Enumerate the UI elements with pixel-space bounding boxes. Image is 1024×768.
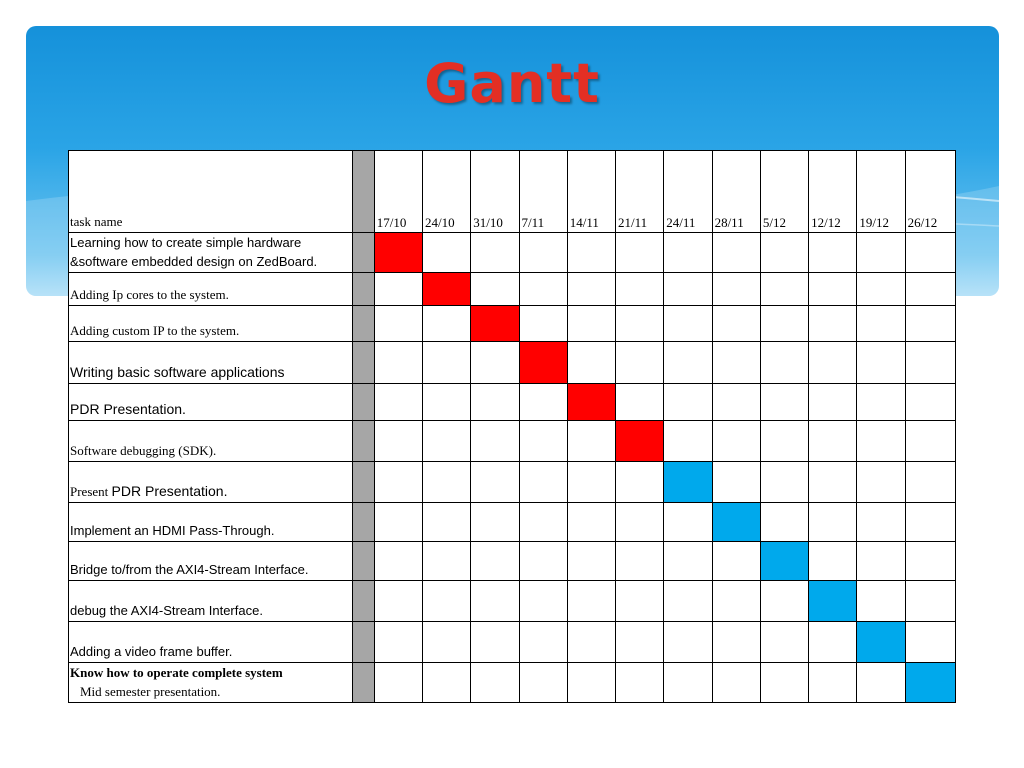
- gantt-cell: [519, 663, 567, 703]
- gantt-cell: [664, 622, 712, 663]
- gantt-bar-blue: [905, 663, 955, 703]
- gantt-cell: [519, 421, 567, 462]
- gantt-cell: [422, 342, 470, 384]
- gantt-cell: [760, 462, 808, 503]
- gantt-cell: [519, 542, 567, 581]
- gantt-cell: [809, 342, 857, 384]
- task-name-header: task name: [69, 151, 353, 233]
- gantt-cell: [905, 384, 955, 421]
- gantt-cell: [809, 462, 857, 503]
- gantt-cell: [567, 503, 615, 542]
- gantt-cell: [905, 462, 955, 503]
- gantt-cell: [905, 542, 955, 581]
- gantt-cell: [760, 622, 808, 663]
- task-name-line: &software embedded design on ZedBoard.: [70, 254, 318, 269]
- task-row: [69, 542, 956, 581]
- gantt-bar-red: [567, 384, 615, 421]
- separator-column: [352, 306, 374, 342]
- gantt-cell: [567, 273, 615, 306]
- gantt-cell: [809, 503, 857, 542]
- separator-column: [352, 622, 374, 663]
- gantt-cell: [905, 622, 955, 663]
- task-name: [69, 622, 353, 663]
- gantt-cell: [809, 663, 857, 703]
- gantt-cell: [374, 503, 422, 542]
- gantt-cell: [712, 421, 760, 462]
- gantt-cell: [664, 542, 712, 581]
- task-name: [69, 462, 353, 503]
- gantt-cell: [374, 542, 422, 581]
- gantt-cell: [809, 384, 857, 421]
- gantt-cell: [857, 462, 905, 503]
- gantt-cell: [422, 233, 470, 273]
- gantt-bar-red: [422, 273, 470, 306]
- gantt-cell: [712, 384, 760, 421]
- gantt-bar-red: [374, 233, 422, 273]
- gantt-cell: [567, 421, 615, 462]
- gantt-cell: [567, 622, 615, 663]
- gantt-cell: [760, 273, 808, 306]
- gantt-cell: [857, 342, 905, 384]
- gantt-bar-blue: [857, 622, 905, 663]
- gantt-cell: [471, 462, 519, 503]
- week-header: [422, 151, 470, 233]
- gantt-cell: [857, 273, 905, 306]
- gantt-cell: [857, 384, 905, 421]
- gantt-cell: [760, 233, 808, 273]
- task-name-prefix: Present: [70, 484, 112, 499]
- task-name: [69, 233, 353, 273]
- separator-column: [352, 342, 374, 384]
- gantt-table: [68, 150, 956, 703]
- gantt-cell: [857, 581, 905, 622]
- separator-column: [352, 273, 374, 306]
- week-label: 21/11: [618, 215, 648, 230]
- task-row: [69, 421, 956, 462]
- task-name: [69, 581, 353, 622]
- gantt-cell: [857, 306, 905, 342]
- task-row: [69, 622, 956, 663]
- gantt-cell: [664, 503, 712, 542]
- week-header: [809, 151, 857, 233]
- gantt-cell: [567, 542, 615, 581]
- week-header: [760, 151, 808, 233]
- gantt-bar-red: [471, 306, 519, 342]
- gantt-cell: [422, 462, 470, 503]
- gantt-cell: [567, 663, 615, 703]
- task-name: [69, 306, 353, 342]
- header-row: [69, 151, 956, 233]
- separator-column: [352, 421, 374, 462]
- week-header: [567, 151, 615, 233]
- week-header: [519, 151, 567, 233]
- task-name-line: debug the AXI4-Stream Interface.: [70, 603, 263, 618]
- gantt-cell: [616, 622, 664, 663]
- gantt-cell: [760, 503, 808, 542]
- gantt-cell: [664, 581, 712, 622]
- gantt-cell: [616, 384, 664, 421]
- week-label: 17/10: [376, 215, 407, 230]
- gantt-cell: [760, 342, 808, 384]
- separator-column: [352, 233, 374, 273]
- week-header: [471, 151, 519, 233]
- separator-column: [352, 581, 374, 622]
- gantt-cell: [471, 663, 519, 703]
- gantt-cell: [616, 503, 664, 542]
- gantt-cell: [905, 342, 955, 384]
- gantt-cell: [857, 421, 905, 462]
- gantt-cell: [857, 503, 905, 542]
- gantt-cell: [374, 622, 422, 663]
- week-label: 26/12: [907, 215, 938, 230]
- task-name-line: Adding a video frame buffer.: [70, 644, 233, 659]
- gantt-cell: [374, 273, 422, 306]
- task-name-line: PDR Presentation.: [111, 483, 228, 499]
- gantt-cell: [616, 273, 664, 306]
- task-name: [69, 503, 353, 542]
- gantt-cell: [664, 233, 712, 273]
- gantt-cell: [857, 233, 905, 273]
- gantt-cell: [471, 421, 519, 462]
- gantt-cell: [374, 581, 422, 622]
- gantt-cell: [519, 306, 567, 342]
- gantt-cell: [664, 306, 712, 342]
- task-name: [69, 542, 353, 581]
- task-name-line: Software debugging (SDK).: [70, 443, 217, 458]
- gantt-cell: [616, 581, 664, 622]
- gantt-cell: [664, 273, 712, 306]
- week-label: 24/10: [424, 215, 455, 230]
- week-header: [712, 151, 760, 233]
- gantt-cell: [905, 273, 955, 306]
- gantt-cell: [616, 542, 664, 581]
- gantt-cell: [374, 663, 422, 703]
- gantt-cell: [712, 342, 760, 384]
- gantt-cell: [422, 503, 470, 542]
- gantt-bar-blue: [664, 462, 712, 503]
- gantt-cell: [519, 384, 567, 421]
- task-row: [69, 273, 956, 306]
- task-name-line: Adding Ip cores to the system.: [70, 287, 229, 302]
- gantt-cell: [664, 342, 712, 384]
- task-row: [69, 384, 956, 421]
- gantt-cell: [760, 421, 808, 462]
- gantt-cell: [471, 581, 519, 622]
- gantt-cell: [471, 233, 519, 273]
- gantt-cell: [471, 542, 519, 581]
- gantt-cell: [905, 233, 955, 273]
- gantt-cell: [664, 663, 712, 703]
- task-name-line: Adding custom IP to the system.: [70, 323, 240, 338]
- separator-column: [352, 663, 374, 703]
- gantt-cell: [712, 542, 760, 581]
- task-name-line: Writing basic software applications: [70, 364, 285, 380]
- task-name-line: Learning how to create simple hardware: [70, 235, 302, 250]
- task-row: [69, 233, 956, 273]
- gantt-bar-red: [519, 342, 567, 384]
- gantt-cell: [760, 581, 808, 622]
- gantt-cell: [374, 421, 422, 462]
- gantt-cell: [567, 306, 615, 342]
- gantt-bar-blue: [809, 581, 857, 622]
- week-header: [905, 151, 955, 233]
- gantt-cell: [374, 342, 422, 384]
- week-header: [374, 151, 422, 233]
- week-label: 24/11: [666, 215, 696, 230]
- slide-title: Gantt: [424, 52, 600, 115]
- gantt-cell: [809, 233, 857, 273]
- gantt-cell: [567, 233, 615, 273]
- week-label: 5/12: [762, 215, 786, 230]
- gantt-cell: [519, 503, 567, 542]
- week-label: 28/11: [714, 215, 744, 230]
- gantt-cell: [809, 542, 857, 581]
- gantt-cell: [422, 306, 470, 342]
- gantt-bar-blue: [760, 542, 808, 581]
- gantt-cell: [567, 462, 615, 503]
- gantt-cell: [857, 663, 905, 703]
- gantt-cell: [712, 273, 760, 306]
- gantt-cell: [471, 384, 519, 421]
- gantt-cell: [519, 462, 567, 503]
- week-header: [664, 151, 712, 233]
- gantt-cell: [905, 421, 955, 462]
- gantt-cell: [712, 462, 760, 503]
- gantt-cell: [905, 503, 955, 542]
- gantt-cell: [664, 384, 712, 421]
- gantt-cell: [519, 233, 567, 273]
- gantt-cell: [422, 663, 470, 703]
- task-name: [69, 342, 353, 384]
- gantt-cell: [809, 421, 857, 462]
- task-name: [69, 384, 353, 421]
- task-name: [69, 421, 353, 462]
- gantt-cell: [712, 306, 760, 342]
- task-row: [69, 306, 956, 342]
- gantt-cell: [471, 503, 519, 542]
- gantt-cell: [422, 421, 470, 462]
- gantt-bar-red: [616, 421, 664, 462]
- task-row: [69, 503, 956, 542]
- week-header: [616, 151, 664, 233]
- gantt-cell: [519, 622, 567, 663]
- gantt-cell: [712, 233, 760, 273]
- task-name-line: Implement an HDMI Pass-Through.: [70, 523, 275, 538]
- gantt-cell: [905, 581, 955, 622]
- gantt-cell: [471, 342, 519, 384]
- gantt-cell: [760, 384, 808, 421]
- week-header: [857, 151, 905, 233]
- separator-column: [352, 462, 374, 503]
- task-name-line: PDR Presentation.: [70, 401, 186, 417]
- gantt-cell: [567, 342, 615, 384]
- gantt-cell: [616, 663, 664, 703]
- week-label: 31/10: [473, 215, 503, 230]
- gantt-cell: [809, 273, 857, 306]
- separator-column: [352, 503, 374, 542]
- gantt-cell: [519, 273, 567, 306]
- separator-column: [352, 151, 374, 233]
- gantt-cell: [616, 342, 664, 384]
- gantt-cell: [567, 581, 615, 622]
- separator-column: [352, 542, 374, 581]
- gantt-cell: [809, 622, 857, 663]
- gantt-cell: [374, 384, 422, 421]
- gantt-cell: [760, 306, 808, 342]
- gantt-cell: [374, 306, 422, 342]
- week-label: 14/11: [569, 215, 599, 230]
- week-label: 7/11: [521, 215, 545, 230]
- gantt-cell: [422, 581, 470, 622]
- gantt-cell: [616, 306, 664, 342]
- gantt-cell: [422, 384, 470, 421]
- task-name: [69, 663, 353, 703]
- gantt-cell: [471, 273, 519, 306]
- gantt-cell: [664, 421, 712, 462]
- task-name-line: Know how to operate complete system: [70, 665, 283, 680]
- task-name: [69, 273, 353, 306]
- task-row: [69, 342, 956, 384]
- gantt-cell: [519, 581, 567, 622]
- gantt-cell: [712, 622, 760, 663]
- gantt-cell: [712, 663, 760, 703]
- gantt-cell: [471, 622, 519, 663]
- task-name-line: Mid semester presentation.: [80, 684, 221, 699]
- gantt-bar-blue: [712, 503, 760, 542]
- task-row: [69, 462, 956, 503]
- gantt-cell: [422, 622, 470, 663]
- task-row: [69, 581, 956, 622]
- task-row: [69, 663, 956, 703]
- gantt-cell: [374, 462, 422, 503]
- gantt-cell: [712, 581, 760, 622]
- gantt-cell: [905, 306, 955, 342]
- gantt-cell: [760, 663, 808, 703]
- separator-column: [352, 384, 374, 421]
- week-label: 19/12: [859, 215, 889, 230]
- task-name-line: Bridge to/from the AXI4-Stream Interface.: [70, 562, 309, 577]
- gantt-cell: [616, 462, 664, 503]
- gantt-cell: [809, 306, 857, 342]
- week-label: 12/12: [811, 215, 841, 230]
- gantt-cell: [422, 542, 470, 581]
- gantt-cell: [616, 233, 664, 273]
- gantt-cell: [857, 542, 905, 581]
